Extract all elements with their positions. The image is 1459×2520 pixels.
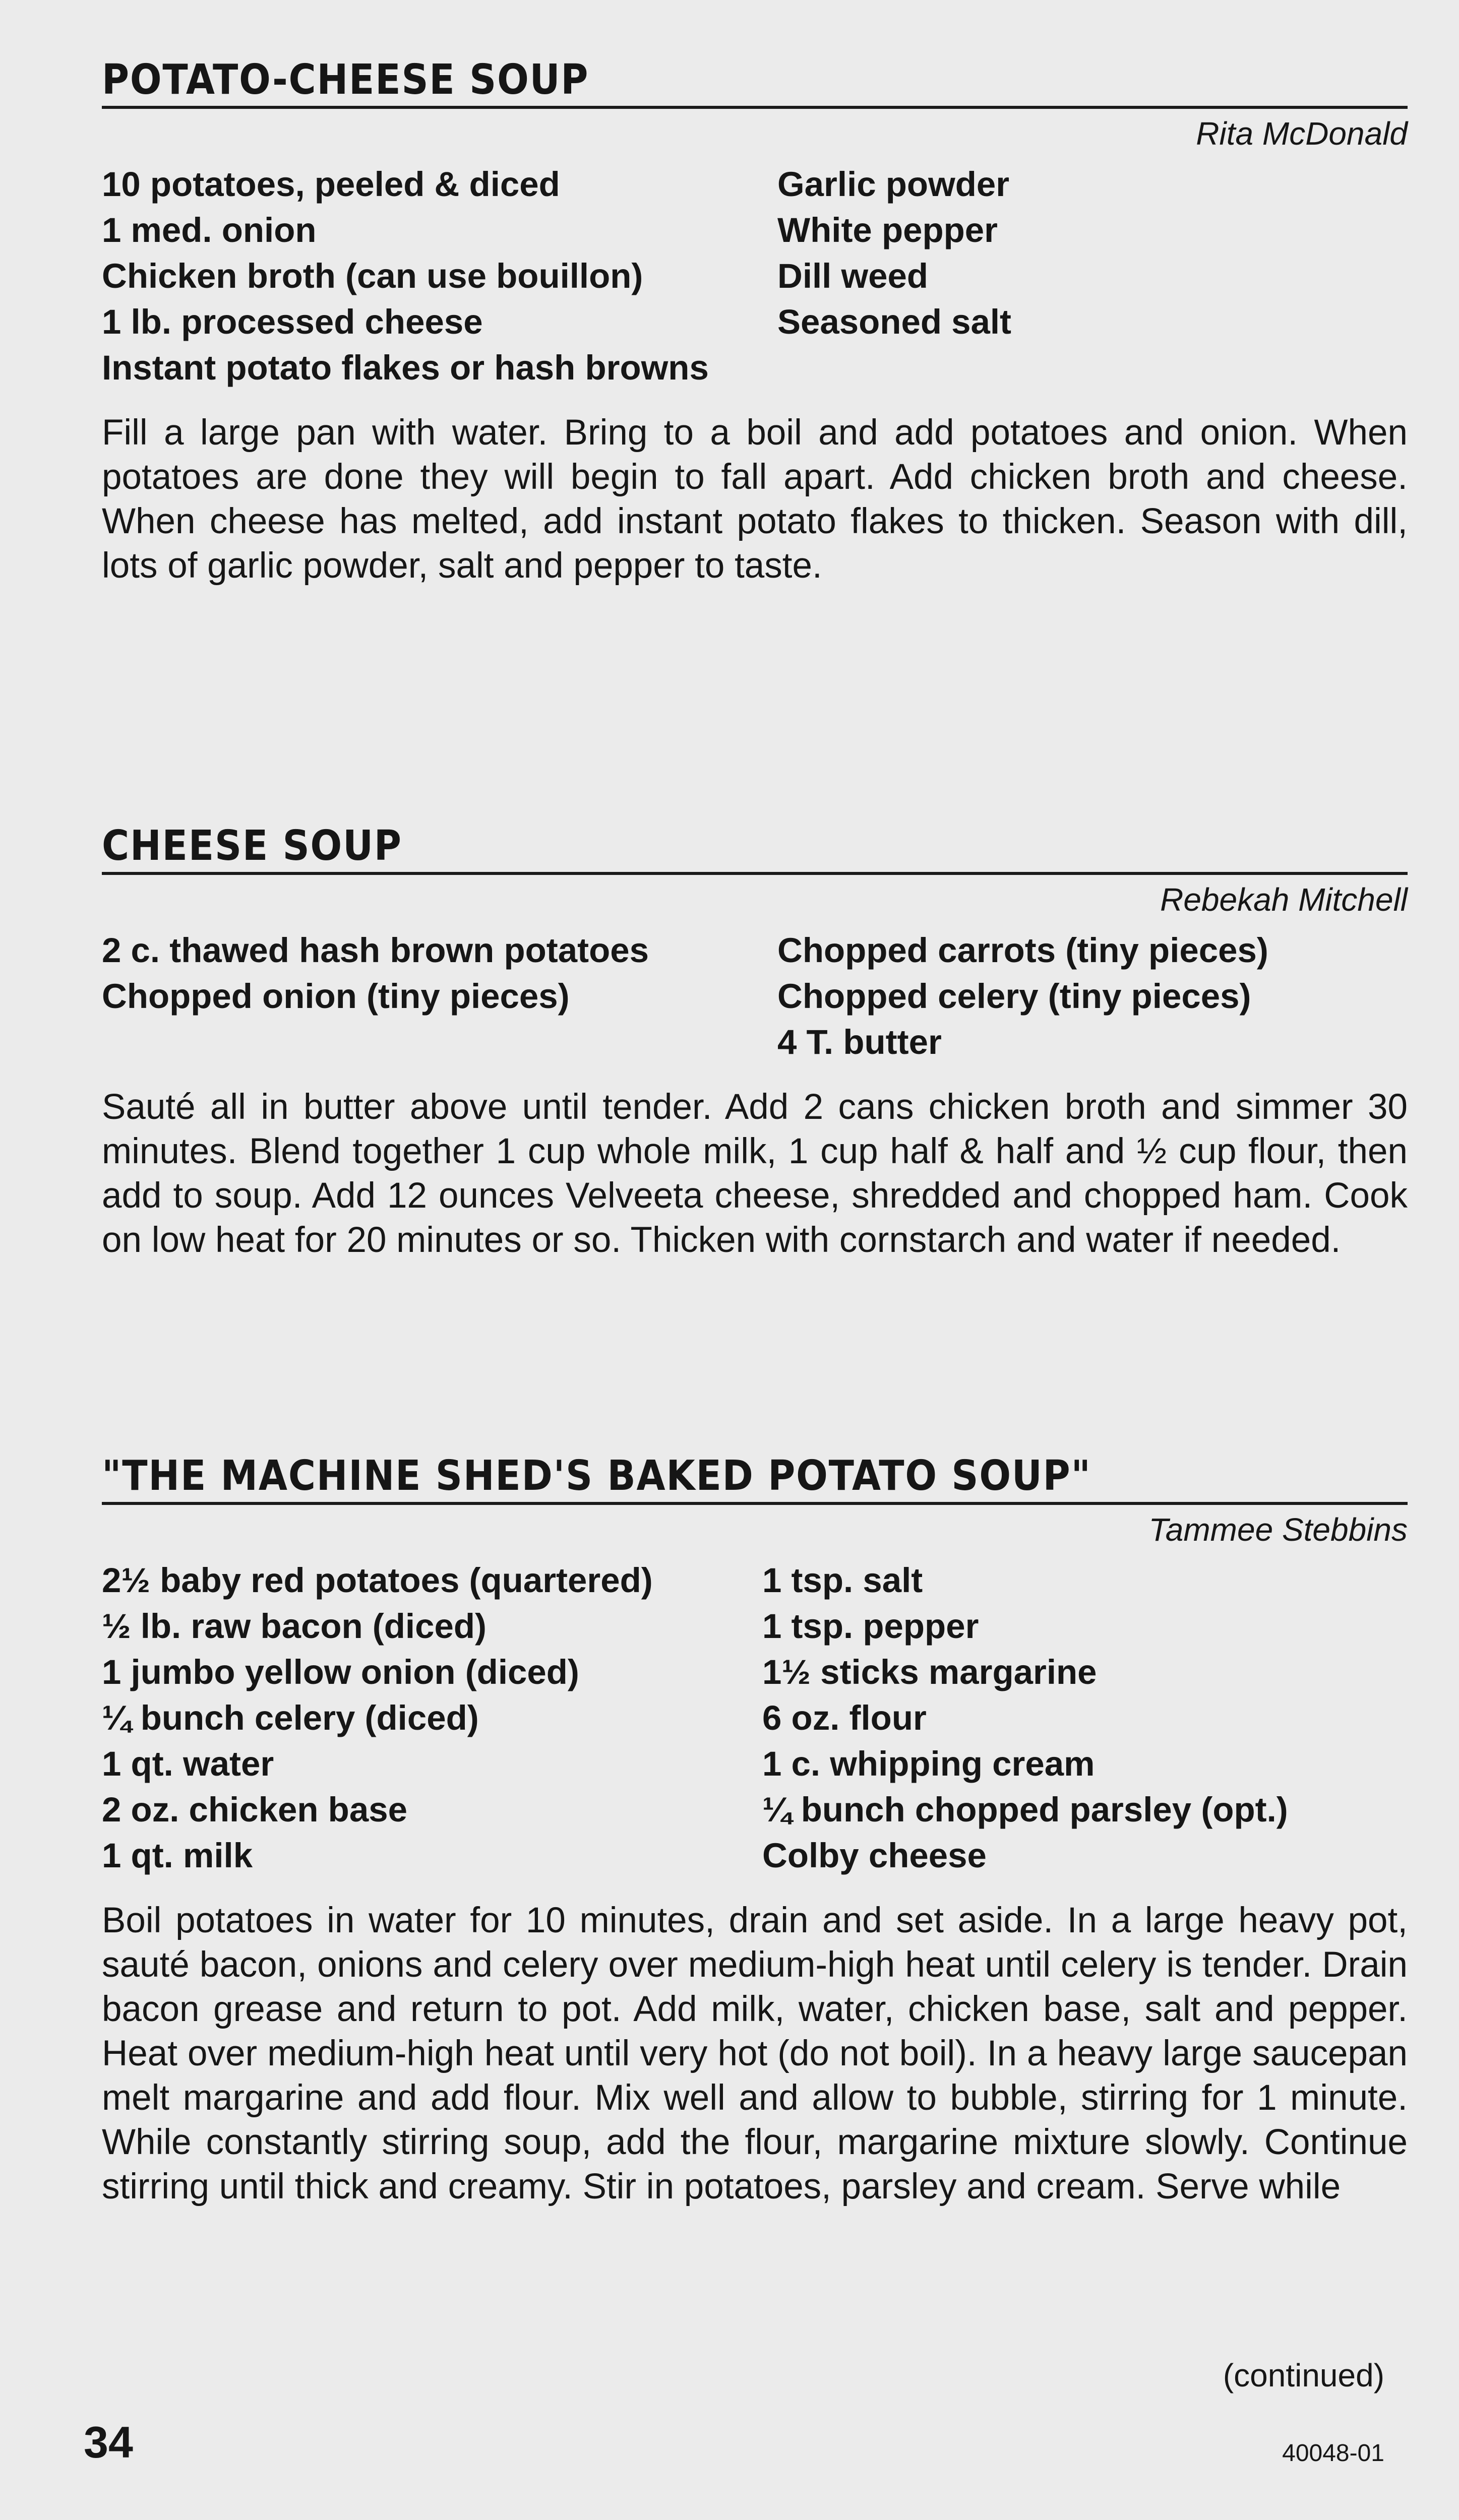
ingredient: 1½ sticks margarine [762, 1653, 1097, 1692]
ingredients [102, 161, 1408, 391]
ingredients-left [102, 927, 777, 1065]
continued-label: (continued) [1223, 2357, 1384, 2393]
ingredient: Chopped onion (tiny pieces) [102, 977, 570, 1016]
ingredient: Seasoned salt [777, 302, 1012, 342]
page-number: 34 [84, 2417, 133, 2467]
ingredient: ¼ bunch celery (diced) [102, 1698, 479, 1738]
ingredient: 4 T. butter [777, 1023, 942, 1062]
recipe-author: Tammee Stebbins [1148, 1511, 1408, 1548]
ingredient: 2 c. thawed hash brown potatoes [102, 931, 649, 970]
ingredient: Dill weed [777, 257, 929, 296]
ingredients-right [777, 927, 1408, 1065]
ingredients [102, 927, 1408, 1065]
ingredient: Chicken broth (can use bouillon) [102, 257, 643, 296]
ingredient: Colby cheese [762, 1836, 987, 1875]
ingredient: 1 med. onion [102, 211, 317, 250]
title-rule [102, 872, 1408, 875]
recipe-title: CHEESE SOUP [102, 822, 402, 870]
ingredient: 1 qt. milk [102, 1836, 253, 1875]
ingredients [102, 1557, 1408, 1878]
recipe-author: Rebekah Mitchell [1160, 881, 1408, 918]
ingredient: Chopped carrots (tiny pieces) [777, 931, 1268, 970]
ingredient: ½ lb. raw bacon (diced) [102, 1607, 487, 1646]
recipe-instructions: Fill a large pan with water. Bring to a boil and add potatoes and onion. When potatoes are done they will begin to fall apart. Add chicken broth and cheese. When cheese has melted, add instant potato flakes to thicken. Season with dill, lots of garlic powder, salt and pepper to taste. [102, 413, 1408, 586]
recipe-author: Rita McDonald [1196, 115, 1408, 152]
ingredient: 2 oz. chicken base [102, 1790, 407, 1830]
ingredients-left [102, 1557, 762, 1878]
recipe-baked-potato-soup [102, 1452, 1408, 2245]
ingredient: White pepper [777, 211, 998, 250]
ingredient: 10 potatoes, peeled & diced [102, 165, 560, 204]
ingredients-left [102, 161, 777, 391]
title-rule [102, 1502, 1408, 1505]
ingredient: 1 tsp. salt [762, 1561, 923, 1600]
ingredients-right [762, 1557, 1408, 1878]
ingredient: 1 tsp. pepper [762, 1607, 979, 1646]
ingredients-right [777, 161, 1408, 391]
ingredient: ¼ bunch chopped parsley (opt.) [762, 1790, 1288, 1830]
print-code: 40048-01 [1282, 2440, 1384, 2467]
ingredient: 2½ baby red potatoes (quartered) [102, 1561, 653, 1600]
ingredient: Instant potato flakes or hash browns [102, 348, 709, 388]
ingredient: 1 lb. processed cheese [102, 302, 483, 342]
ingredient: 1 qt. water [102, 1744, 274, 1784]
ingredient: Garlic powder [777, 165, 1010, 204]
recipe-title: "THE MACHINE SHED'S BAKED POTATO SOUP" [102, 1452, 1091, 1500]
recipe-title: POTATO-CHEESE SOUP [102, 56, 589, 104]
recipe-cheese-soup [102, 822, 1408, 1298]
title-rule [102, 106, 1408, 109]
ingredient: 1 c. whipping cream [762, 1744, 1095, 1784]
ingredient: 1 jumbo yellow onion (diced) [102, 1653, 579, 1692]
ingredient: 6 oz. flour [762, 1698, 927, 1738]
ingredient: Chopped celery (tiny pieces) [777, 977, 1251, 1016]
recipe-potato-cheese-soup [102, 56, 1408, 624]
recipe-instructions: Boil potatoes in water for 10 minutes, drain and set aside. In a large heavy pot, sauté bacon, onions and celery over medium-high heat until celery is tender. Drain bacon grease and return to pot. Add milk, water, chicken base, salt and pepper. Heat over medium-high heat until very hot (do not boil). In a heavy large saucepan melt margarine and add flour. Mix well and allow to bubble, stirring for 1 minute. While constantly stirring soup, add the flour, margarine mixture slowly. Continue stirring until thick and creamy. Stir in potatoes, parsley and cream. Serve while [102, 1901, 1408, 2207]
recipe-instructions: Sauté all in butter above until tender. Add 2 cans chicken broth and simmer 30 minutes. Blend together 1 cup whole milk, 1 cup half & half and ½ cup flour, then add to soup. Add 12 ounces Velveeta cheese, shredded and chopped ham. Cook on low heat for 20 minutes or so. Thicken with cornstarch and water if needed. [102, 1087, 1408, 1261]
